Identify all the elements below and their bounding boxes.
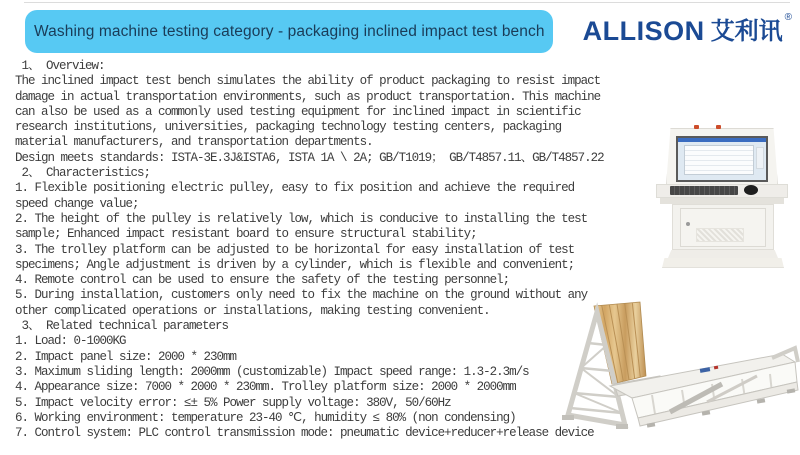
body-text-line: 2. The height of the pulley is relatively low, which is conducive to installing the test [15, 211, 588, 226]
title-banner [25, 10, 553, 53]
body-text-line: other complicated operations or installations, making testing convenient. [15, 303, 490, 318]
console-vent-grille [696, 228, 744, 242]
top-divider [24, 2, 790, 3]
body-text-line: 4. Appearance size: 7000 * 2000 * 230mm. Trolley platform size: 2000 * 2000mm [15, 380, 516, 395]
brand-logo [582, 12, 792, 46]
body-text-line: sample; Enhanced impact resistant board to ensure structural stability; [15, 227, 477, 242]
body-text-line: 1. Flexible positioning electric pulley, easy to fix position and achieve the required [15, 181, 575, 196]
body-text-line: 1. Load: 0-1000KG [15, 334, 126, 349]
body-text-line: can also be used as a commonly used testing equipment for inclined impact in scientific [15, 104, 581, 119]
console-keyboard [670, 186, 738, 195]
screen-window [684, 145, 754, 175]
console-red-knob [716, 125, 721, 129]
body-text-line: 1、 Overview: [15, 59, 105, 73]
body-text-line: 5. Impact velocity error: ≤± 5% Power supply voltage: 380V, 50/60Hz [15, 395, 451, 410]
body-text-line: 3、 Related technical parameters [15, 319, 229, 334]
console-mouse [744, 185, 758, 195]
impact-bench-drawing [552, 298, 800, 450]
body-text-line: damage in actual transportation environments, such as product transportation. This machine [15, 89, 601, 104]
body-text-line: 4. Remote control can be used to ensure the safety of the testing personnel; [15, 273, 510, 288]
body-text-line: specimens; Angle adjustment is driven by a cylinder, which is flexible and convenient; [15, 257, 575, 272]
body-text-line: material manufacturers, and transportation departments. [15, 135, 373, 150]
registered-trademark-icon: ® [784, 12, 792, 23]
body-text-line: 3. Maximum sliding length: 2000mm (customizable) Impact speed range: 1.3-2.3m/s [15, 364, 529, 379]
body-text [15, 59, 604, 441]
body-text-line: 2、 Characteristics; [15, 166, 151, 181]
impact-bench-image [552, 298, 800, 450]
page-title: Washing machine testing category - packaging inclined impact test bench [34, 22, 545, 40]
body-text-line: The inclined impact test bench simulates the ability of product packaging to resist impact [15, 74, 601, 89]
body-text-line: 5. During installation, customers only need to fix the machine on the ground without any [15, 288, 588, 303]
console-red-knob [694, 125, 699, 129]
body-text-line: 2. Impact panel size: 2000 * 230mm [15, 349, 237, 364]
screen-side-panel [756, 147, 764, 169]
control-console-image [650, 120, 790, 272]
console-screen [676, 136, 768, 182]
wooden-impact-panel [594, 302, 646, 384]
brand-name: ALLISON [582, 16, 705, 46]
console-base-step [668, 250, 778, 258]
body-text-line: Design meets standards: ISTA-3E.3J&ISTA6, ISTA 1A \ 2A; GB/T1019； GB/T4857.11、GB/T4857.22 [15, 150, 604, 165]
body-text-line: speed change value; [15, 196, 139, 211]
brand-name-chinese: 艾利讯 [710, 18, 783, 45]
console-base [662, 258, 784, 268]
body-text-line: research institutions, universities, packaging technology testing centers, packaging [15, 120, 562, 135]
screen-titlebar [678, 138, 766, 142]
body-text-line: 3. The trolley platform can be adjusted to be horizontal for easy installation of test [15, 242, 575, 257]
console-keyhole [686, 222, 690, 226]
body-text-line: 6. Working environment: temperature 23-40 ℃, humidity ≤ 80% (non condensing) [15, 410, 516, 425]
body-text-line: 7. Control system: PLC control transmission mode: pneumatic device+reducer+release device [15, 426, 594, 441]
